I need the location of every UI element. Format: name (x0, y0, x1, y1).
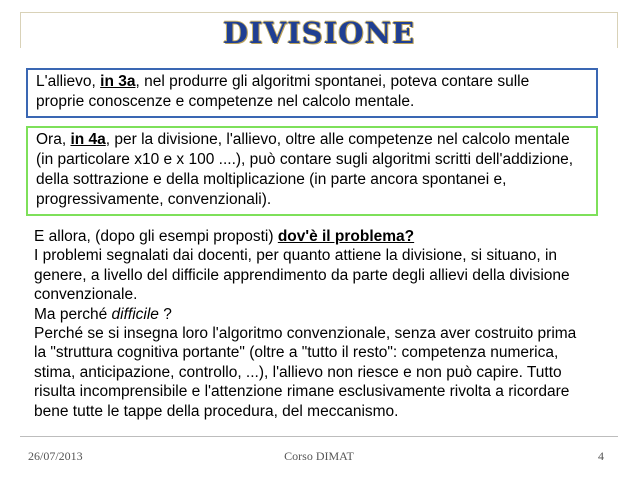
box2-line-4: progressivamente, convenzionali). (36, 191, 272, 208)
body-line-5 (34, 305, 604, 324)
footer-date: 26/07/2013 (28, 449, 83, 463)
body-line-1 (34, 227, 604, 246)
body-text: Ma perché (34, 305, 112, 323)
box2-text-rest: , per la divisione, l'allievo, oltre alle competenze nel calcolo mentale (105, 131, 570, 148)
body-line-9: risulta incomprensibile e l'attenzione rimane esclusivamente rivolta a ricordare (34, 383, 570, 401)
body-text-rest: ? (158, 305, 172, 323)
box1-text-rest: , nel produrre gli algoritmi spontanei, poteva contare sulle (135, 73, 530, 90)
box-fourth-grade (26, 126, 598, 216)
body-italic: difficile (111, 305, 159, 323)
box2-text: Ora, (36, 131, 71, 148)
footer-divider (20, 436, 618, 437)
body-text: E allora, (dopo gli esempi proposti) (34, 228, 278, 245)
box-third-grade (26, 68, 598, 118)
box1-highlight: in 3a (100, 73, 136, 90)
frame-top-line (20, 12, 618, 13)
body-line-7: la "struttura cognitiva portante" (oltre a "tutto il resto": competenza numerica, (34, 344, 559, 362)
box1-line-1 (36, 72, 588, 92)
box1-line-2: proprie conoscenze e competenze nel calcolo mentale. (36, 93, 415, 110)
body-line-2: I problemi segnalati dai docenti, per quanto attiene la divisione, si situano, in (34, 247, 558, 265)
box1-text: L'allievo, (36, 73, 101, 90)
body-line-10: bene tutte le tappe della procedura, del meccanismo. (34, 402, 399, 420)
footer-course: Corso DIMAT (284, 449, 354, 463)
body-question: dov'è il problema? (277, 228, 415, 245)
slide-title: DIVISIONE (222, 16, 416, 50)
body-line-6: Perché se si insegna loro l'algoritmo convenzionale, senza aver costruito prima (34, 325, 577, 343)
footer-page-number: 4 (598, 449, 604, 463)
body-line-4: convenzionale. (34, 286, 138, 304)
box2-line-3: della sottrazione e della moltiplicazione (in parte ancora spontanei e, (36, 171, 507, 188)
box2-line-1 (36, 130, 588, 150)
body-line-8: stima, anticipazione, controllo, ...), l'allievo non riesce e non può capire. Tutto (34, 363, 562, 381)
box2-line-2: (in particolare x10 e x 100 ....), può contare sugli algoritmi scritti dell'addizione, (36, 151, 574, 168)
box2-highlight: in 4a (70, 131, 106, 148)
body-line-3: genere, a livello del difficile apprendimento da parte degli allievi della divisione (34, 266, 570, 284)
body-paragraph (34, 227, 604, 421)
